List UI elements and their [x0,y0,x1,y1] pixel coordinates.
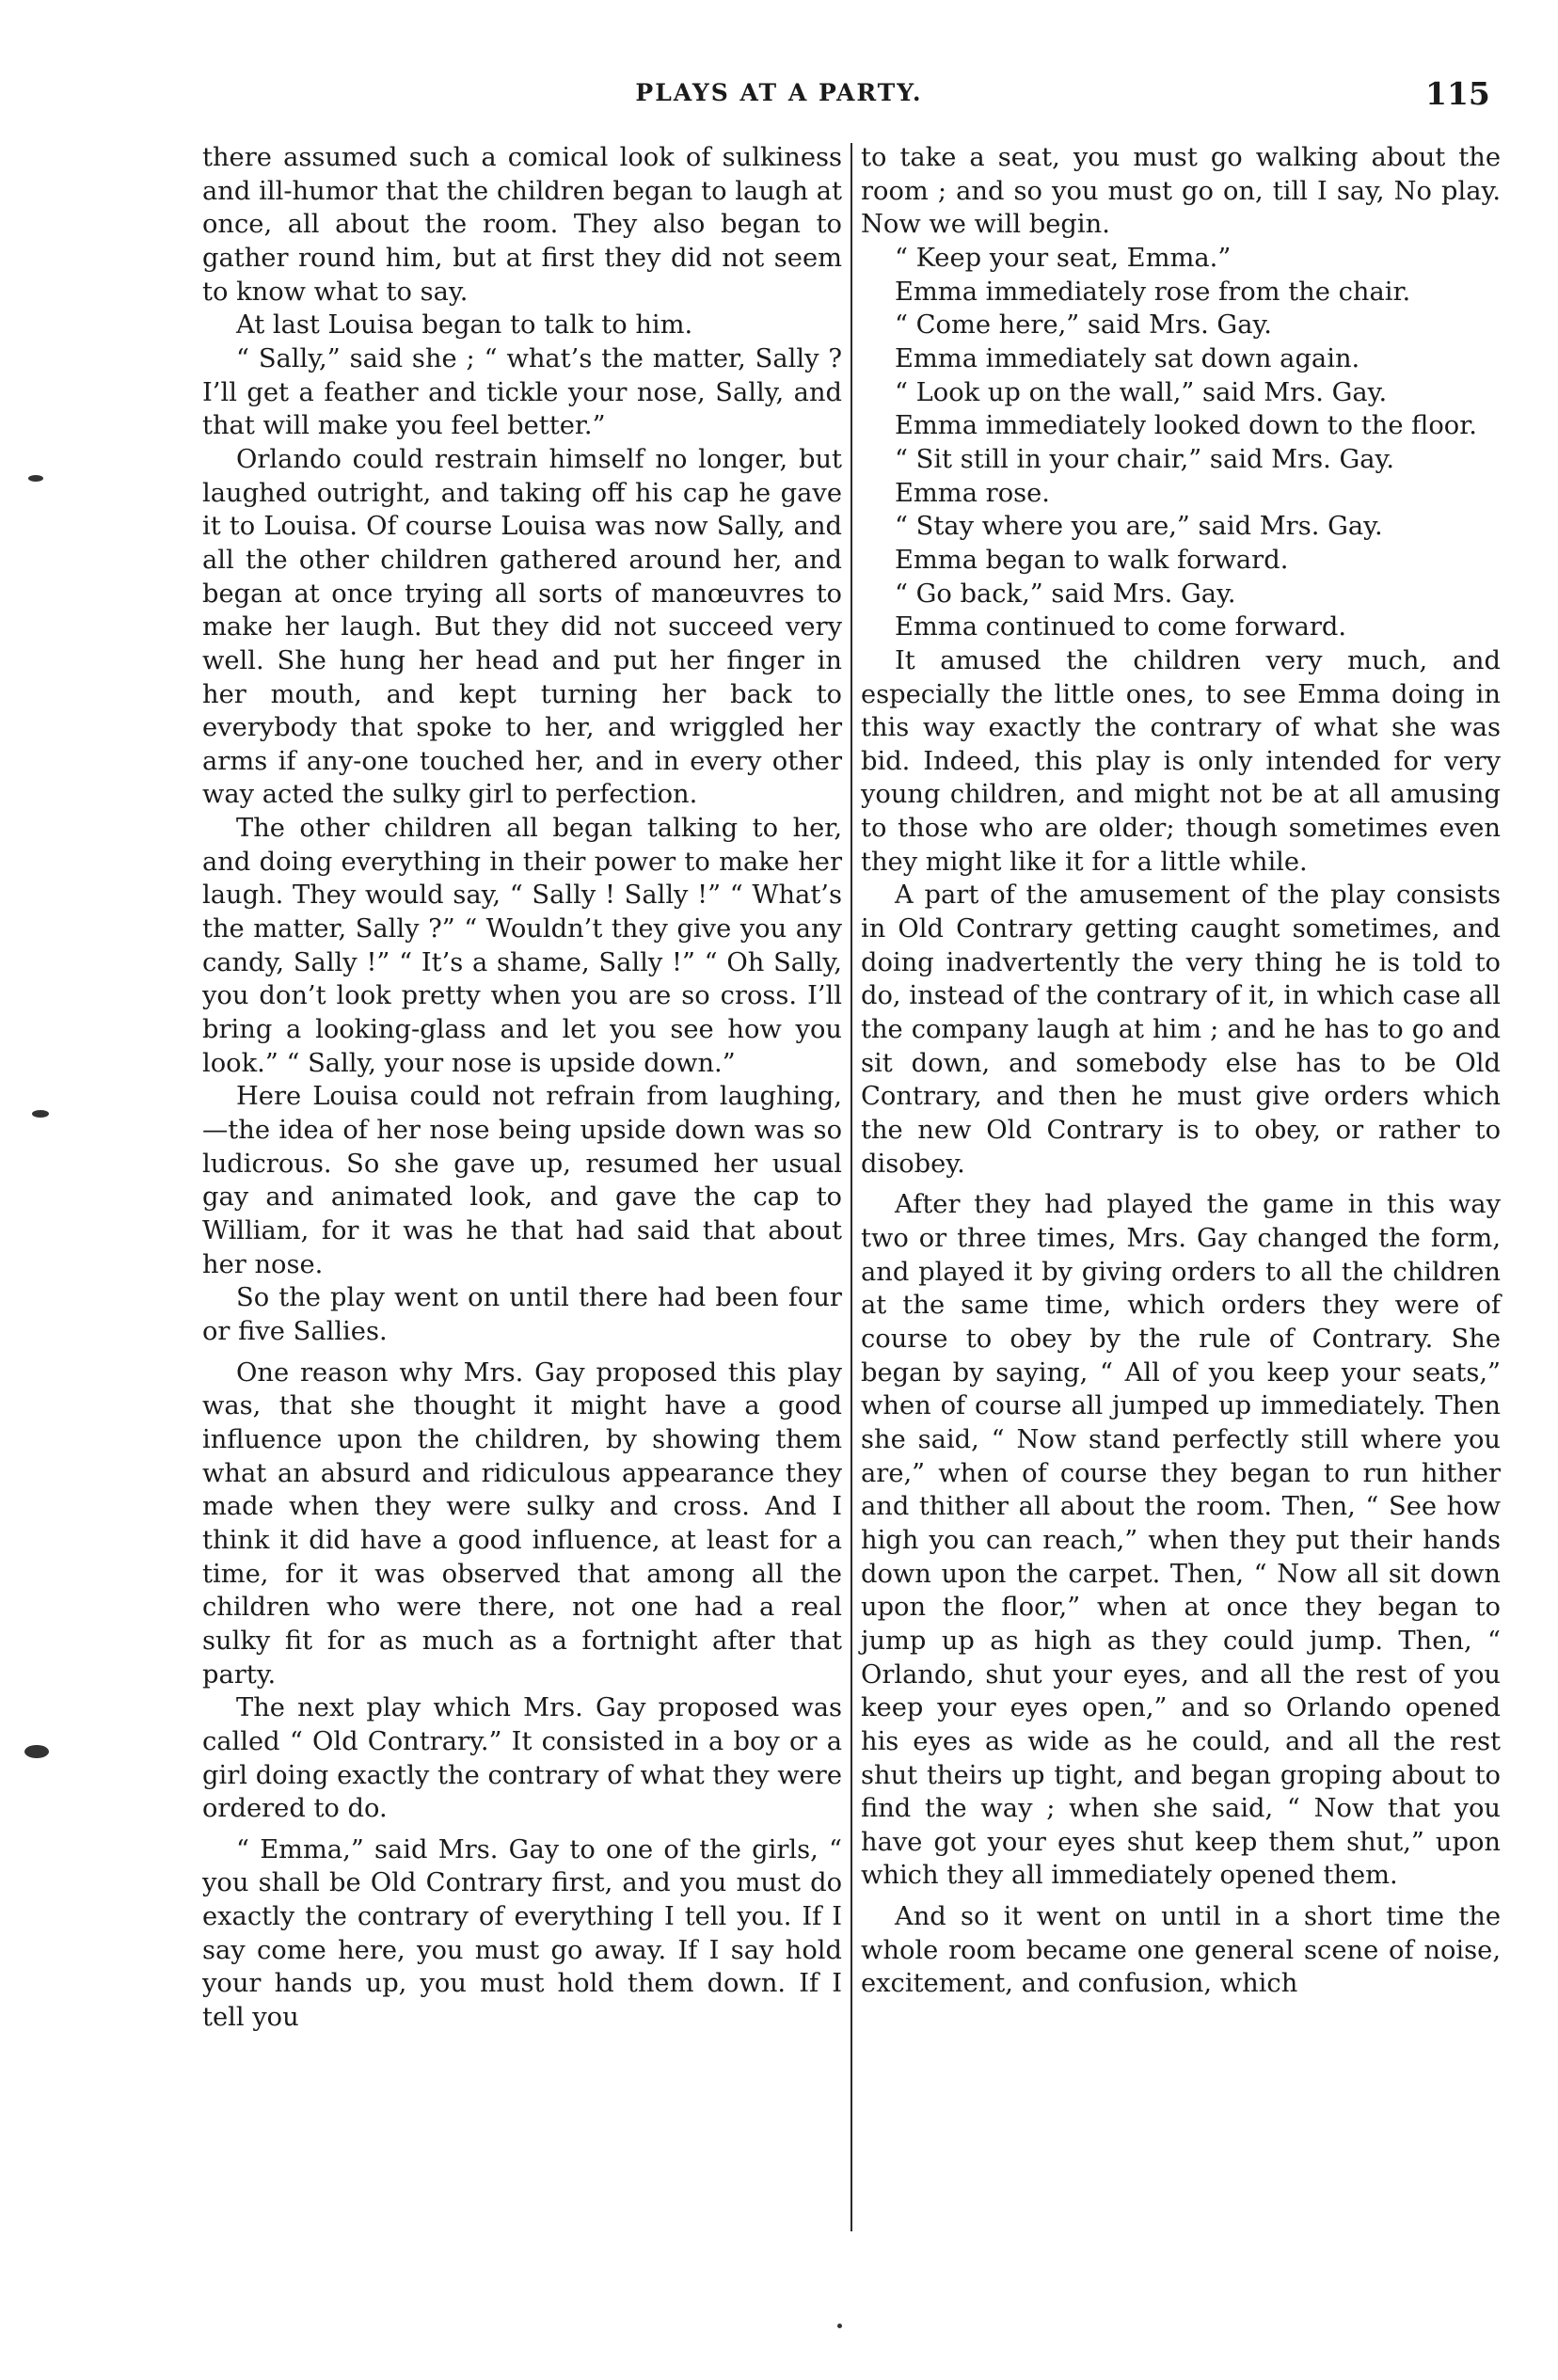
paragraph: “ Sit still in your chair,” said Mrs. Gay. [895,444,1395,474]
paragraph: So the play went on until there had been four or five Sallies. [202,1283,842,1346]
paragraph: “ Keep your seat, Emma.” [895,243,1232,273]
paragraph: Emma immediately rose from the chair. [895,277,1411,307]
left-column [202,141,842,2035]
paragraph: “ Sally,” said she ; “ what’s the matter, Sally ? I’ll get a feather and tickle your nose, Sally, and that will make you feel better.” [202,343,842,441]
margin-speck [24,1745,49,1758]
column-divider [851,143,852,2231]
paragraph: “ Emma,” said Mrs. Gay to one of the girls, “ you shall be Old Contrary first, and you must do exactly the contrary of everything I tell you. If I say come here, you must go away. If I say hold your hands up, you must hold them down. If I tell you [202,1834,842,2033]
paragraph: One reason why Mrs. Gay proposed this play was, that she thought it might have a good influence upon the children, by showing them what an absurd and ridiculous appearance they made when they were sulky and cross. And I think it did have a good influence, at least for a time, for it was observed that among all the children who were there, not one had a real sulky fit for as much as a fortnight after that party. [202,1357,842,1690]
right-column [861,141,1501,2001]
paragraph: Emma immediately looked down to the floor. [895,411,1477,441]
margin-speck [32,1110,49,1118]
paragraph: there assumed such a comical look of sulkiness and ill-humor that the children began to laugh at once, all about the room. They also began to gather round him, but at first they did not seem to know what to say. [202,143,842,307]
paragraph: Emma immediately sat down again. [895,343,1360,373]
paragraph: Emma rose. [895,478,1050,508]
paragraph: The other children all began talking to her, and doing everything in their power to make her laugh. They would say, “ Sally ! Sally !” “ What’s the matter, Sally ?” “ Wouldn’t they give you any candy, Sally !” “ It’s a shame, Sally !” “ Oh Sally, you don’t look pretty when you are so cross. I’ll bring a looking-glass and let you see how you look.” “ Sally, your nose is upside down.” [202,814,842,1078]
page-number: 115 [1425,75,1490,112]
paragraph: “ Stay where you are,” said Mrs. Gay. [895,512,1383,542]
paragraph: And so it went on until in a short time the whole room became one general scene of noise, excitement, and confusion, which [861,1902,1501,1999]
running-header: PLAYS AT A PARTY. [635,79,923,106]
paragraph: “ Go back,” said Mrs. Gay. [895,579,1236,609]
margin-speck [28,475,43,482]
paragraph: A part of the amusement of the play consists in Old Contrary getting caught sometimes, and doing inadvertently the very thing he is told to do, instead of the contrary of it, in which case all the company laugh at him ; and he has to go and sit down, and somebody else has to be Old Contrary, and then he must give orders which the new Old Contrary is to obey, or rather to disobey. [861,881,1501,1179]
paragraph: “ Come here,” said Mrs. Gay. [895,310,1272,341]
paragraph: At last Louisa began to talk to him. [236,310,693,341]
paragraph: Emma began to walk forward. [895,545,1289,575]
paragraph: “ Look up on the wall,” said Mrs. Gay. [895,377,1388,407]
margin-speck [837,2324,842,2328]
paragraph: Orlando could restrain himself no longer, but laughed outright, and taking off his cap he gave it to Louisa. Of course Louisa was now Sally, and all the other children gathered around her, and began at once trying all sorts of manœuvres to make her laugh. But they did not succeed very well. She hung her head and put her finger in her mouth, and kept turning her back to everybody that spoke to her, and wriggled her arms if any-one touched her, and in every other way acted the sulky girl to perfection. [202,444,842,810]
paragraph: After they had played the game in this way two or three times, Mrs. Gay changed the form, and played it by giving orders to all the children at the same time, which orders they were of course to obey by the rule of Contrary. She began by saying, “ All of you keep your seats,” when of course all jumped up immediately. Then she said, “ Now stand perfectly still where you are,” when of course they began to run hither and thither all about the room. Then, “ See how high you can reach,” when they put their hands down upon the carpet. Then, “ Now all sit down upon the floor,” when at once they began to jump up as high as they could jump. Then, “ Orlando, shut your eyes, and all the rest of you keep your eyes open,” and so Orlando opened his eyes as wide as he could, and all the rest shut theirs up tight, and began groping about to find the way ; when she said, “ Now that you have got your eyes shut keep them shut,” upon which they all immediately opened them. [861,1190,1501,1891]
paragraph: It amused the children very much, and especially the little ones, to see Emma doing in this way exactly the contrary of what she was bid. Indeed, this play is only intended for very young children, and might not be at all amusing to those who are older; though sometimes even they might like it for a little while. [861,645,1501,877]
paragraph: Emma continued to come forward. [895,612,1347,643]
paragraph: The next play which Mrs. Gay proposed was called “ Old Contrary.” It consisted in a boy or a girl doing exactly the contrary of what they were ordered to do. [202,1693,842,1824]
paragraph: Here Louisa could not refrain from laughing,—the idea of her nose being upside down was so ludicrous. So she gave up, resumed her usual gay and animated look, and gave the cap to William, for it was he that had said that about her nose. [202,1082,842,1279]
paragraph: to take a seat, you must go walking about the room ; and so you must go on, till I say, No play. Now we will begin. [861,143,1501,240]
